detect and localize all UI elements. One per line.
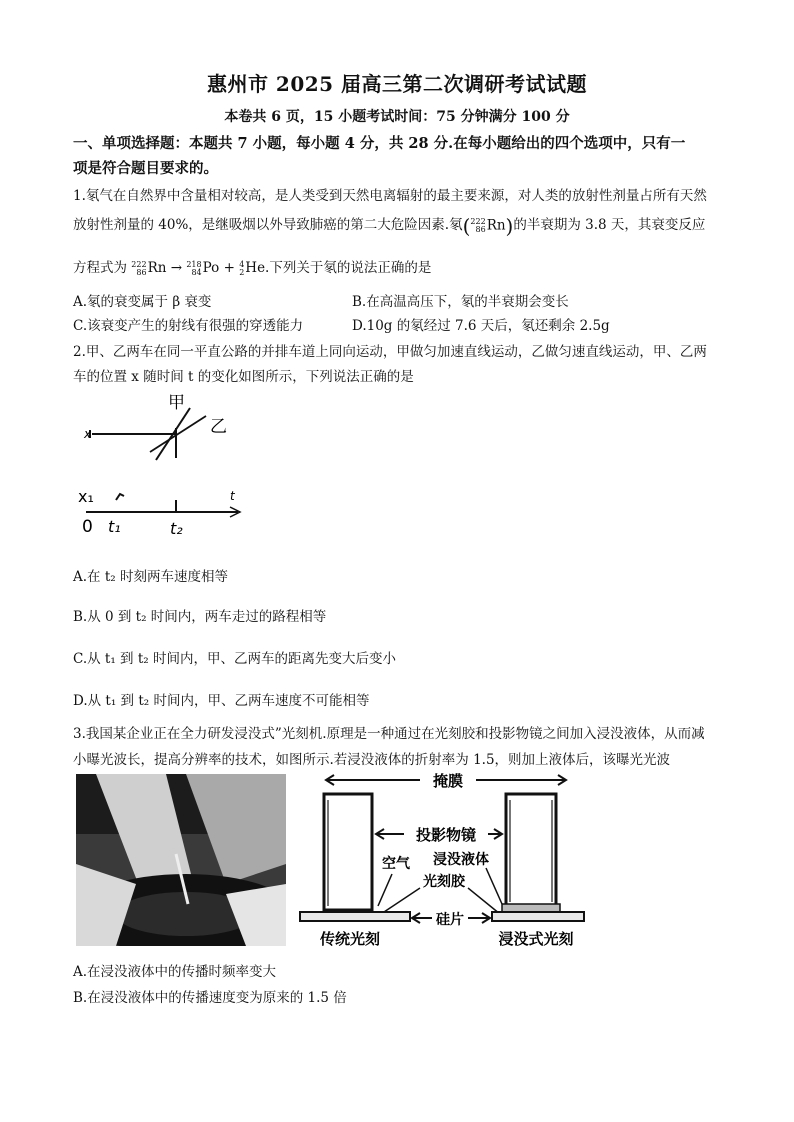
lithography-photo-art <box>76 774 286 946</box>
q3-line1: 3.我国某企业正在全力研发浸没式”光刻机.原理是一种通过在光刻胶和投影物镜之间加入浸没液体，从而减 <box>73 726 705 742</box>
page-title: 惠州市 2025 届高三第二次调研考试试题 <box>206 72 588 96</box>
label-air: 空气 <box>382 856 410 872</box>
label-mask: 掩膜 <box>432 772 464 790</box>
left-wafer <box>300 912 410 921</box>
eq-he-mass: 4 <box>239 259 245 269</box>
q1-option-c: C.该衰变产生的射线有很强的穿透能力 <box>73 318 304 334</box>
graph-label-yi: 乙 <box>210 417 227 437</box>
q2-option-a: A.在 t₂ 时刻两车速度相等 <box>73 569 228 585</box>
rn-atomic: 86 <box>475 224 486 234</box>
graph-label-t2: t₂ <box>170 519 183 538</box>
q2-position-time-graph <box>78 388 258 538</box>
label-traditional-lithography: 传统光刻 <box>319 930 381 948</box>
q2-line1: 2.甲、乙两车在同一平直公路的并排车道上同向运动，甲做匀加速直线运动，乙做匀速直线运动，甲、乙两 <box>73 344 707 360</box>
q2-line2: 车的位置 x 随时间 t 的变化如图所示，下列说法正确的是 <box>73 369 414 385</box>
eq-po-atomic: 84 <box>191 267 202 277</box>
rn-mass: 222 <box>470 216 486 226</box>
q1-line2 <box>73 213 705 238</box>
eq-he-atomic: 2 <box>239 267 245 277</box>
graph-label-x: x <box>84 427 92 441</box>
q3-option-b: B.在浸没液体中的传播速度变为原来的 1.5 倍 <box>73 990 347 1006</box>
eq-he-sym: He. <box>245 260 270 277</box>
right-lens-column <box>506 794 556 906</box>
eq-po-mass: 218 <box>186 259 202 269</box>
right-wafer <box>492 912 584 921</box>
label-immersion-lithography: 浸没式光刻 <box>498 930 574 948</box>
q1-line2-text-a: 放射性剂量的 40%，是继吸烟以外导致肺癌的第二大危险因素.氡 <box>73 217 463 233</box>
arrow-icon: → <box>170 260 183 277</box>
rn-sym: Rn <box>486 217 506 233</box>
graph-label-t1: t₁ <box>108 517 121 536</box>
eq-rn-mass: 222 <box>131 259 147 269</box>
q1-option-d: D.10g 的氡经过 7.6 天后，氡还剩余 2.5g <box>352 318 610 334</box>
section-heading-line1: 一、单项选择题：本题共 7 小题，每小题 4 分，共 28 分.在每小题给出的四个选项中，只有一 <box>73 135 686 152</box>
eq-po-sym: Po <box>202 260 220 277</box>
q1-option-b: B.在高温高压下，氡的半衰期会变长 <box>352 294 569 310</box>
plus-icon: + <box>223 260 235 277</box>
label-wafer: 硅片 <box>436 912 464 928</box>
graph-label-jia: 甲 <box>168 393 185 413</box>
q1-option-a: A.氡的衰变属于 β 衰变 <box>73 294 212 310</box>
decay-equation <box>131 260 269 277</box>
label-immersion-liquid: 浸没液体 <box>433 852 489 868</box>
label-photoresist: 光刻胶 <box>423 874 465 890</box>
q1-line2-text-b: 的半衰期为 3.8 天，其衰变反应 <box>513 217 706 233</box>
t1-tick <box>116 494 124 500</box>
left-lens-column <box>324 794 372 910</box>
lithography-diagram <box>296 772 592 950</box>
q1-line3-text-b: 下列关于氡的说法正确的是 <box>269 260 432 276</box>
q3-line2: 小曝光波长，提高分辨率的技术，如图所示.若浸没液体的折射率为 1.5，则加上液体后，该曝光光波 <box>73 752 671 768</box>
q1-line3 <box>73 256 431 277</box>
q1-line1: 1.氡气在自然界中含量相对较高，是人类受到天然电离辐射的最主要来源，对人类的放射性剂量占所有天然 <box>73 188 707 204</box>
section-heading-line2: 项是符合题目要求的。 <box>73 160 218 177</box>
radon-symbol: ( 222 86 Rn) <box>462 213 514 238</box>
eq-rn-atomic: 86 <box>136 267 147 277</box>
graph-label-x1: x₁ <box>78 487 94 506</box>
immersion-liquid-layer <box>502 904 560 912</box>
q3-option-a: A.在浸没液体中的传播时频率变大 <box>73 964 277 980</box>
q2-option-c: C.从 t₁ 到 t₂ 时间内，甲、乙两车的距离先变大后变小 <box>73 651 396 667</box>
label-projection-lens: 投影物镜 <box>415 826 477 844</box>
eq-rn-sym: Rn <box>147 260 167 277</box>
graph-label-origin: 0 <box>82 517 93 537</box>
q2-option-d: D.从 t₁ 到 t₂ 时间内，甲、乙两车速度不可能相等 <box>73 693 370 709</box>
page-subtitle: 本卷共 6 页，15 小题考试时间：75 分钟满分 100 分 <box>224 109 570 125</box>
q1-line3-text-a: 方程式为 <box>73 260 127 276</box>
q2-option-b: B.从 0 到 t₂ 时间内，两车走过的路程相等 <box>73 609 327 625</box>
lithography-photo <box>76 774 286 946</box>
graph-label-t: t <box>230 489 235 503</box>
